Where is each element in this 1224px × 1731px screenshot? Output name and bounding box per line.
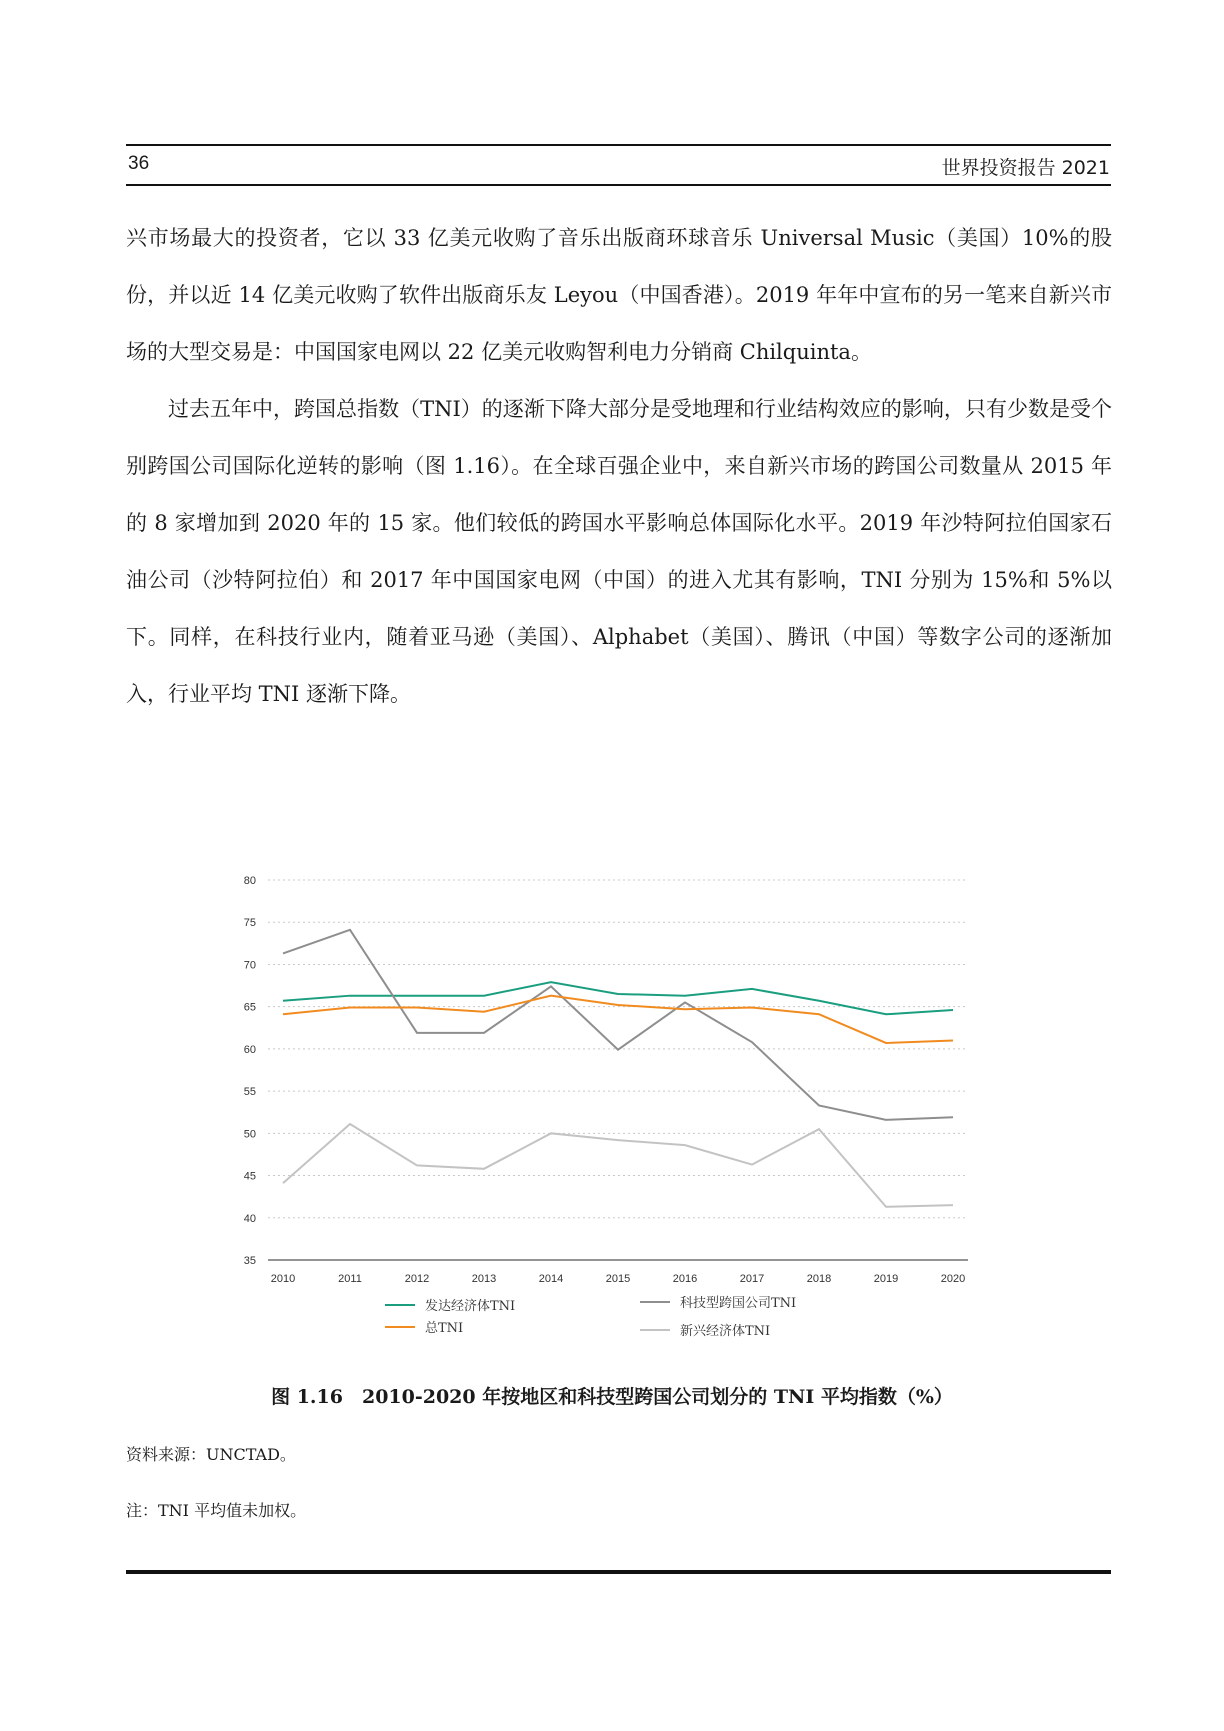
x-tick-label: 2012 (404, 1273, 430, 1285)
chart-svg (240, 860, 1000, 1370)
running-title: 世界投资报告 2021 (941, 157, 1110, 179)
x-tick-label: 2015 (605, 1273, 631, 1285)
y-tick-label: 35 (243, 1255, 256, 1267)
y-tick-label: 80 (243, 875, 256, 887)
y-tick-label: 45 (243, 1170, 256, 1183)
paragraph-1: 兴市场最大的投资者，它以 33 亿美元收购了音乐出版商环球音乐 Universal Music（美国）10%的股份，并以近 14 亿美元收购了软件出版商乐友 Leyou（中国香港）。2019 年年中宣布的另一笔来自新兴市场的大型交易是：中国国家电网以 22 亿美元收购智利电力分销商 Chilquinta。 (126, 226, 1112, 364)
y-tick-label: 65 (243, 1001, 256, 1014)
legend-label: 总TNI (425, 1321, 464, 1336)
legend-label: 发达经济体TNI (425, 1299, 516, 1314)
x-tick-label: 2017 (739, 1273, 765, 1285)
page-number: 36 (128, 153, 150, 174)
x-tick-label: 2019 (873, 1273, 899, 1285)
x-tick-label: 2016 (672, 1273, 698, 1285)
paragraph-2: 过去五年中，跨国总指数（TNI）的逐渐下降大部分是受地理和行业结构效应的影响，只有少数是受个别跨国公司国际化逆转的影响（图 1.16）。在全球百强企业中，来自新兴市场的跨国公司数量从 2015 年的 8 家增加到 2020 年的 15 家。他们较低的跨国水平影响总体国际化水平。2019 年沙特阿拉伯国家石油公司（沙特阿拉伯）和 2017 年中国国家电网（中国）的进入尤其有影响，TNI 分别为 15%和 5%以下。同样，在科技行业内，随着亚马逊（美国）、Alphabet（美国）、腾讯（中国）等数字公司的逐渐加入，行业平均 TNI 逐渐下降。 (126, 397, 1112, 706)
header-top-rule (126, 144, 1111, 146)
x-tick-label: 2020 (940, 1273, 966, 1285)
y-tick-label: 60 (243, 1043, 256, 1056)
y-tick-label: 40 (243, 1212, 256, 1225)
series-line-4 (283, 1124, 953, 1207)
y-tick-label: 50 (243, 1128, 256, 1141)
x-tick-label: 2011 (338, 1273, 362, 1285)
footer-rule (126, 1570, 1111, 1574)
x-tick-label: 2014 (538, 1273, 564, 1285)
y-tick-label: 55 (243, 1086, 256, 1099)
body-text (126, 210, 1112, 723)
series-line-1 (283, 982, 953, 1014)
legend-label: 新兴经济体TNI (680, 1324, 771, 1339)
x-tick-label: 2018 (806, 1273, 832, 1285)
source-note: 资料来源：UNCTAD。 (126, 1445, 296, 1464)
header-bottom-rule (126, 184, 1111, 186)
y-tick-label: 70 (243, 959, 256, 972)
tni-line-chart (240, 860, 1000, 1370)
x-tick-label: 2013 (471, 1273, 497, 1285)
legend-label: 科技型跨国公司TNI (680, 1296, 797, 1311)
remark-note: 注：TNI 平均值未加权。 (126, 1501, 307, 1520)
x-tick-label: 2010 (270, 1273, 296, 1285)
series-line-3 (283, 996, 953, 1043)
y-tick-label: 75 (243, 917, 256, 930)
figure-caption: 图 1.16 2010-2020 年按地区和科技型跨国公司划分的 TNI 平均指数（%） (271, 1386, 953, 1408)
